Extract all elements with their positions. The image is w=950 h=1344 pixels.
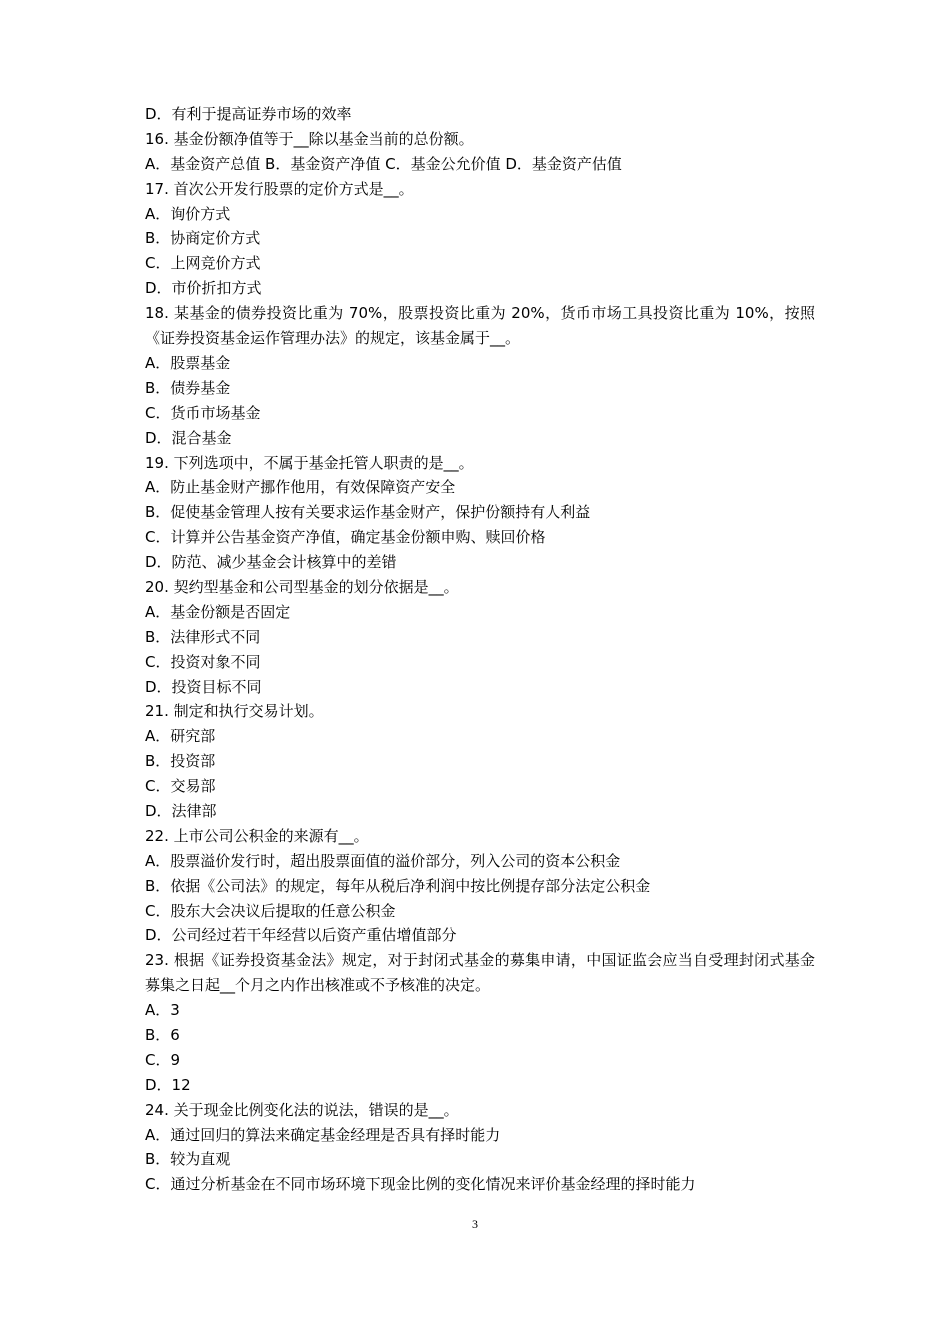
option-line: B．6 — [145, 1026, 180, 1045]
option-line: A．基金份额是否固定 — [145, 602, 291, 621]
page-number: 3 — [472, 1217, 478, 1231]
question-19: 19. 下列选项中，不属于基金托管人职责的是__。 — [145, 453, 474, 472]
option-line: B．依据《公司法》的规定，每年从税后净利润中按比例提存部分法定公积金 — [145, 876, 651, 895]
option-line: D．法律部 — [145, 801, 217, 820]
option-line: B．法律形式不同 — [145, 627, 261, 646]
question-16-options: A．基金资产总值 B．基金资产净值 C．基金公允价值 D．基金资产估值 — [145, 154, 622, 173]
option-line: C．交易部 — [145, 777, 216, 796]
option-line: A．通过回归的算法来确定基金经理是否具有择时能力 — [145, 1125, 501, 1144]
option-line: A．股票基金 — [145, 353, 231, 372]
option-line: A．3 — [145, 1001, 180, 1020]
option-line: C．投资对象不同 — [145, 652, 261, 671]
option-line: B．债券基金 — [145, 378, 231, 397]
option-line: A．防止基金财产挪作他用，有效保障资产安全 — [145, 478, 456, 497]
option-line: A．询价方式 — [145, 204, 231, 223]
option-line: B．协商定价方式 — [145, 229, 261, 248]
option-line: D．防范、减少基金会计核算中的差错 — [145, 553, 397, 572]
option-line: C．通过分析基金在不同市场环境下现金比例的变化情况来评价基金经理的择时能力 — [145, 1175, 696, 1194]
document-body — [145, 102, 815, 1197]
option-line: A．研究部 — [145, 727, 216, 746]
option-line: B．较为直观 — [145, 1150, 231, 1169]
text-line: D．有利于提高证券市场的效率 — [145, 105, 352, 123]
question-16: 16. 基金份额净值等于__除以基金当前的总份额。 — [145, 129, 474, 148]
option-line: D．投资目标不同 — [145, 677, 262, 696]
option-line: C．股东大会决议后提取的任意公积金 — [145, 901, 396, 920]
option-line: C．货币市场基金 — [145, 403, 261, 422]
option-line: D．12 — [145, 1075, 191, 1094]
question-24: 24. 关于现金比例变化法的说法，错误的是__。 — [145, 1100, 459, 1119]
option-line: B．投资部 — [145, 752, 216, 771]
option-line: C．上网竞价方式 — [145, 254, 261, 273]
option-line: A．股票溢价发行时，超出股票面值的溢价部分，列入公司的资本公积金 — [145, 851, 621, 870]
question-18: 18. 某基金的债券投资比重为 70%，股票投资比重为 20%，货币市场工具投资比重为 10%，按照《证券投资基金运作管理办法》的规定，该基金属于__。 — [145, 304, 815, 348]
option-line: D．公司经过若干年经营以后资产重估增值部分 — [145, 926, 457, 945]
option-line: C．计算并公告基金资产净值，确定基金份额申购、赎回价格 — [145, 528, 546, 547]
question-23: 23. 根据《证券投资基金法》规定，对于封闭式基金的募集申请，中国证监会应当自受理封闭式基金募集之日起__个月之内作出核准或不予核准的决定。 — [145, 951, 815, 995]
option-line: D．市价折扣方式 — [145, 279, 262, 298]
question-22: 22. 上市公司公积金的来源有__。 — [145, 826, 369, 845]
option-line: B．促使基金管理人按有关要求运作基金财产，保护份额持有人利益 — [145, 503, 591, 522]
question-17: 17. 首次公开发行股票的定价方式是__。 — [145, 179, 414, 198]
option-line: C．9 — [145, 1050, 181, 1069]
question-20: 20. 契约型基金和公司型基金的划分依据是__。 — [145, 577, 459, 596]
option-line: D．混合基金 — [145, 428, 232, 447]
question-21: 21. 制定和执行交易计划。 — [145, 702, 324, 721]
